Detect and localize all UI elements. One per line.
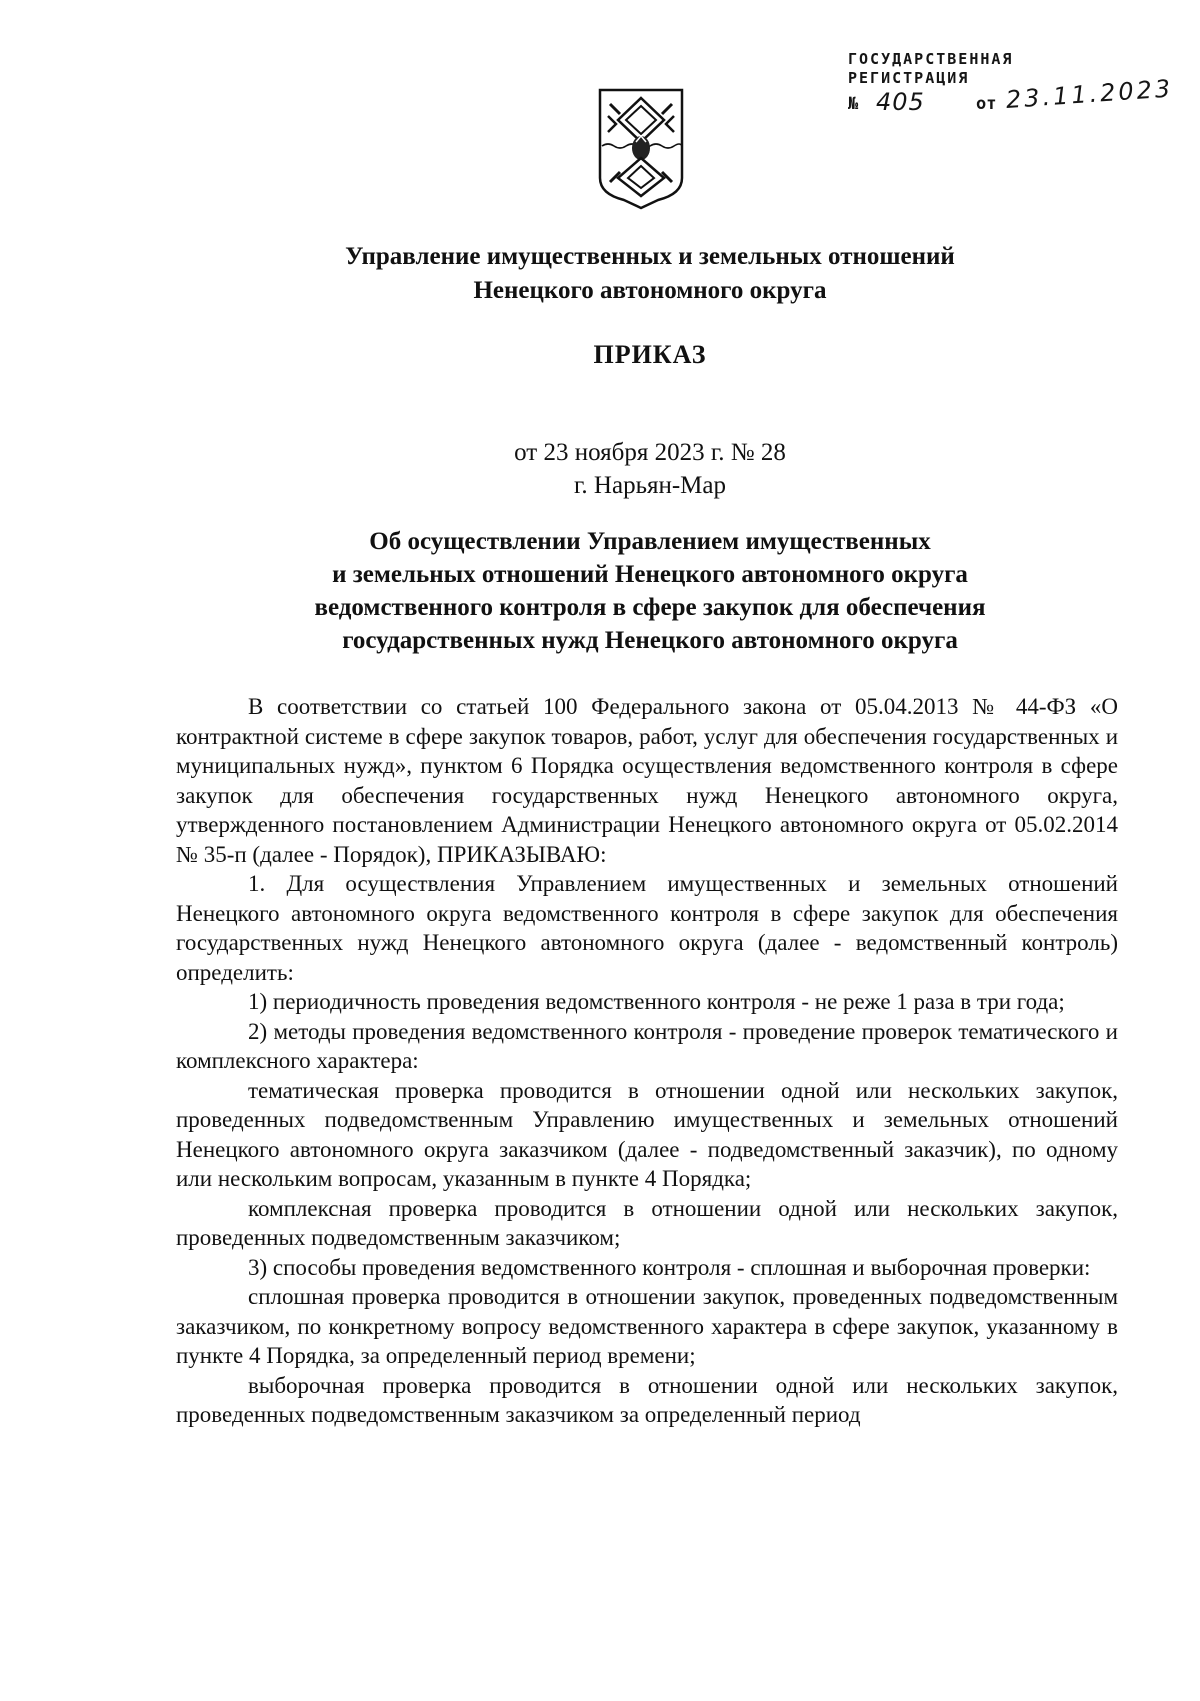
document-type-title: ПРИКАЗ (593, 340, 707, 369)
body-paragraph: комплексная проверка проводится в отношении одной или нескольких закупок, проведенных подведомственным заказчиком; (176, 1195, 1118, 1250)
subject-line-4: государственных нужд Ненецкого автономного округа (342, 627, 958, 654)
order-date-number: от 23 ноября 2023 г. № 28 (514, 439, 786, 466)
coat-of-arms-icon (596, 86, 686, 210)
registration-stamp (848, 50, 1178, 118)
body-paragraph: тематическая проверка проводится в отношении одной или нескольких закупок, проведенных подведомственным Управлению имущественных и земельных отношений Ненецкого автономного округа заказчиком (далее - подведомственный заказчик), по одному или нескольким вопросам, указанным в пункте 4 Порядка; (176, 1077, 1118, 1191)
body-paragraph: 2) методы проведения ведомственного контроля - проведение проверок тематического и комплексного характера: (176, 1018, 1118, 1073)
organization-line-2: Ненецкого автономного округа (473, 277, 827, 304)
body-paragraph: 1) периодичность проведения ведомственного контроля - не реже 1 раза в три года; (248, 989, 1065, 1014)
stamp-line-2: РЕГИСТРАЦИЯ (848, 69, 970, 87)
order-place: г. Нарьян-Мар (573, 472, 726, 499)
date-and-place (150, 436, 1150, 502)
organization-line-1: Управление имущественных и земельных отношений (345, 243, 955, 270)
stamp-number-sign: № (848, 94, 859, 114)
subject-line-2: и земельных отношений Ненецкого автономного округа (332, 561, 968, 588)
body-paragraph: 1. Для осуществления Управлением имущественных и земельных отношений Ненецкого автономного округа ведомственного контроля в сфере закупок для обеспечения государственных нужд Ненецкого автономного округа (далее - ведомственный контроль) определить: (176, 871, 1118, 985)
body-paragraph: 3) способы проведения ведомственного контроля - сплошная и выборочная проверки: (248, 1254, 1091, 1280)
subject-line-3: ведомственного контроля в сфере закупок для обеспечения (314, 594, 986, 621)
body-paragraph: выборочная проверка проводится в отношении одной или нескольких закупок, проведенных подведомственным заказчиком за определенный период (176, 1372, 1118, 1427)
body-paragraph: В соответствии со статьей 100 Федерального закона от 05.04.2013 № 44-ФЗ «О контрактной системе в сфере закупок товаров, работ, услуг для обеспечения государственных и муниципальных нужд», пунктом 6 Порядка осуществления ведомственного контроля в сфере закупок для обеспечения государственных нужд Ненецкого автономного округа, утвержденного постановлением Администрации Ненецкого автономного округа от 05.02.2014 № 35-п (далее - Порядок), ПРИКАЗЫВАЮ: (176, 694, 1118, 867)
order-subject (150, 525, 1150, 657)
body-paragraph: сплошная проверка проводится в отношении закупок, проведенных подведомственным заказчиком, по конкретному вопросу ведомственного характера в сфере закупок, указанному в пункте 4 Порядка, за определенный период времени; (176, 1284, 1118, 1368)
stamp-from-label: от (976, 94, 997, 114)
order-body (176, 692, 1118, 1430)
stamp-registration-date: 23.11.2023 (1005, 74, 1174, 114)
organization-name (150, 240, 1150, 308)
stamp-registration-number: 405 (876, 88, 925, 116)
stamp-line-1: ГОСУДАРСТВЕННАЯ (848, 50, 1014, 68)
subject-line-1: Об осуществлении Управлением имущественных (369, 528, 931, 555)
